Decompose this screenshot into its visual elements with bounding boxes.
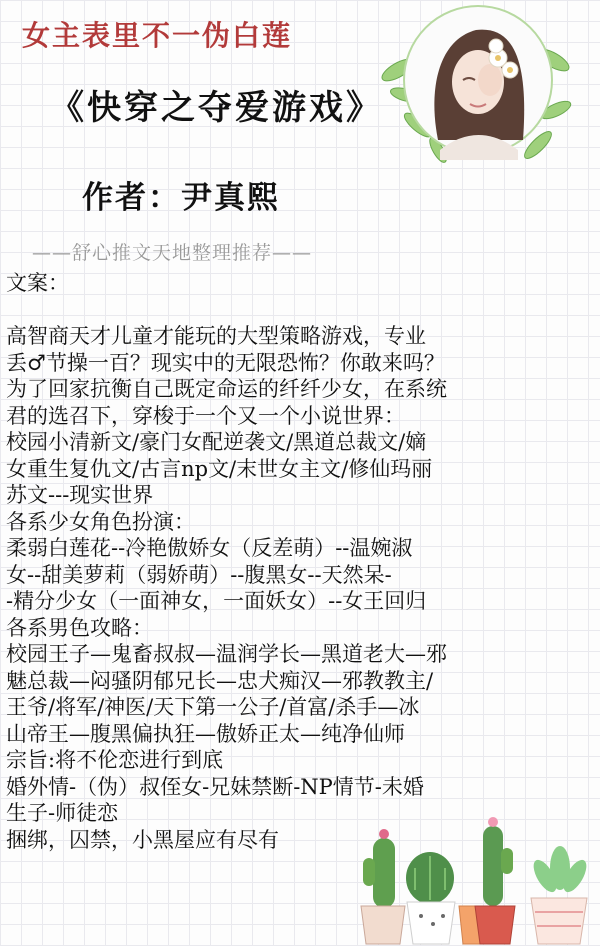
woman-portrait-icon [378,0,574,170]
synopsis-line: 为了回家抗衡自己既定命运的纤纤少女，在系统 [6,377,447,401]
synopsis-line: 各系少女角色扮演： [6,509,195,534]
potted-cacti-icon [355,808,600,946]
synopsis-line: 捆绑，囚禁，小黑屋应有尽有 [6,827,279,852]
synopsis-line: 王爷/将军/神医/天下第一公子/首富/杀手—冰 [6,695,420,719]
author-line: 作者：尹真熙 [82,180,280,216]
synopsis-line: 君的选召下，穿梭于一个又一个小说世界： [6,403,405,428]
synopsis-line: 女--甜美萝莉（弱娇萌）--腹黑女--天然呆- [6,562,392,587]
book-title: 《快穿之夺爱游戏》 [50,88,383,128]
synopsis-text [6,270,596,853]
synopsis-line: 女重生复仇文/古言np文/末世女主文/修仙玛丽 [6,456,433,481]
series-title: 女主表里不一伪白莲 [22,19,293,52]
synopsis-line [6,297,596,324]
synopsis-line: -精分少女（一面神女，一面妖女）--女王回归 [6,589,427,613]
synopsis-line: 校园小清新文/豪门女配逆袭文/黑道总裁文/嫡 [6,430,427,454]
synopsis-line: 苏文---现实世界 [6,483,154,507]
recommend-line: ——舒心推文天地整理推荐—— [32,242,313,264]
synopsis-line: 各系男色攻略： [6,615,153,640]
synopsis-line: 婚外情-（伪）叔侄女-兄妹禁断-NP情节-未婚 [6,774,424,799]
synopsis-line: 文案： [6,271,69,295]
synopsis-line: 宗旨:将不伦恋进行到底 [6,748,224,772]
synopsis-line: 校园王子—鬼畜叔叔—温润学长—黑道老大—邪 [6,642,447,666]
synopsis-line: 柔弱白莲花--冷艳傲娇女（反差萌）--温婉淑 [6,536,413,560]
synopsis-line: 高智商天才儿童才能玩的大型策略游戏，专业 [6,324,426,348]
synopsis-line: 山帝王—腹黑偏执狂—傲娇正太—纯净仙师 [6,721,405,746]
synopsis-line: 丢♂节操一百？现实中的无限恐怖？你敢来吗？ [6,350,445,375]
synopsis-line: 魅总裁—闷骚阴郁兄长—忠犬痴汉—邪教教主/ [6,668,434,693]
synopsis-line: 生子-师徒恋 [6,801,119,825]
